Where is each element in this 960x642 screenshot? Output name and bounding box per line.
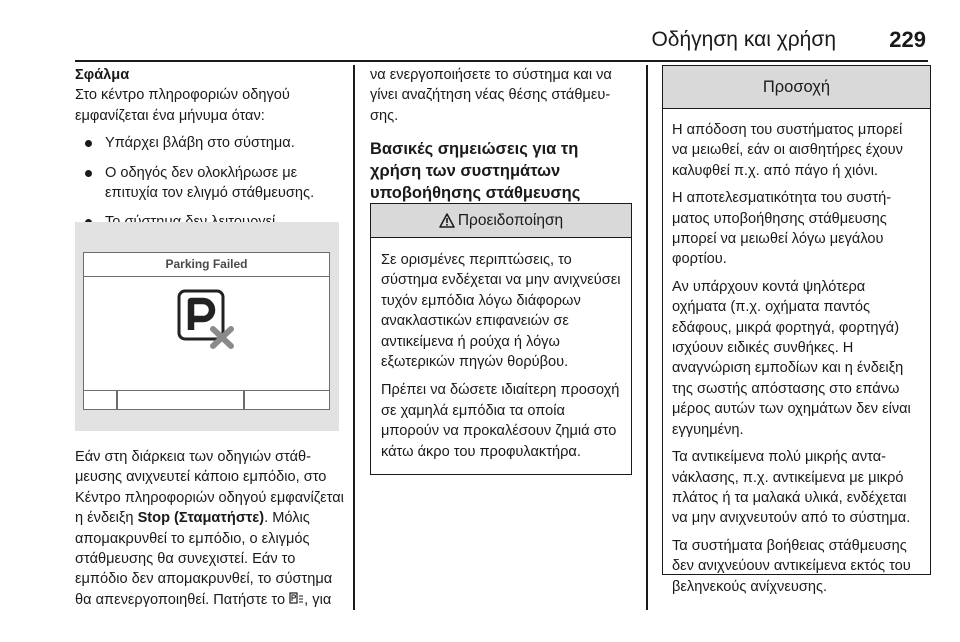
- column-divider: [646, 65, 648, 610]
- warning-triangle-icon: [439, 213, 455, 228]
- parking-button-icon: [289, 592, 304, 606]
- stop-label: Stop (Σταματήστε): [137, 510, 265, 527]
- parking-failed-figure: [75, 222, 339, 431]
- fault-heading: Σφάλμα: [75, 67, 130, 83]
- parking-failed-icon: [177, 289, 235, 349]
- driver-info-screen: [83, 252, 330, 410]
- cell-divider: [116, 391, 118, 409]
- continued-text: να ενεργοποιήσετε το σύστημα και να γίνει αναζήτηση νέας θέσης στάθμευσης.: [370, 67, 612, 124]
- page-header: [75, 26, 928, 54]
- caution-paragraph: Η απόδοση του συστήματος μπορεί να μειωθεί, εάν οι αισθητήρες έχουν καλυφθεί π.χ. από πάγο ή χιόνι.: [672, 122, 903, 179]
- cell-divider: [243, 391, 245, 409]
- caution-paragraph: Αν υπάρχουν κοντά ψηλότερα οχήματα (π.χ. οχήματα παντός εδάφους, μικρά φορτηγά, φορτηγά) ισχύουν ειδικές συνθήκες. Η αναγνώριση εμποδίων και η ένδειξη της σωστής απόστασης στο επάνω μέρος αυτών των οχημάτων δεν είναι εγγυημένη.: [672, 278, 911, 438]
- fault-intro: Στο κέντρο πληροφοριών οδηγού εμφανίζεται ένα μήνυμα όταν:: [75, 87, 290, 124]
- warning-title: Προειδοποίηση: [457, 211, 564, 229]
- obstacle-paragraph-block: [75, 447, 345, 610]
- list-item: Υπάρχει βλάβη στο σύστημα.: [75, 133, 339, 153]
- warning-body: [371, 238, 631, 462]
- warning-paragraph: Πρέπει να δώσετε ιδιαίτερη προσοχή σε χαμηλά εμπόδια τα οποία μπορούν να προκαλέσουν ζημιά στο κάτω άκρο του προφυλακτήρα.: [381, 382, 620, 460]
- column-2: [370, 65, 632, 204]
- obstacle-paragraph: [75, 447, 345, 610]
- caution-body: [663, 109, 930, 597]
- caution-header: [663, 66, 930, 109]
- paragraph-text: , για: [304, 591, 332, 608]
- paragraph-text: . Μόλις απομακρυνθεί το εμπόδιο, ο ελιγμός στάθμευσης θα συνεχιστεί. Εάν το εμπόδιο δεν απομακρυνθεί, το σύστημα θα απενεργοποιηθεί. Πατήστε το: [75, 510, 333, 608]
- section-heading: Βασικές σημειώσεις για τη χρήση των συστημάτων υποβοήθησης στάθμευσης: [370, 140, 581, 203]
- caution-paragraph: Τα αντικείμενα πολύ μικρής αντανάκλασης, π.χ. αντικείμενα με μικρό πλάτος ή τα μαλακά υλικά, ενδέχεται να μην ανιχνευτούν από το σύστημα.: [672, 449, 911, 527]
- caution-paragraph: Τα συστήματα βοήθειας στάθμευσης δεν ανιχνεύουν αντικείμενα εκτός του βεληνεκούς ανίχνευσης.: [672, 537, 911, 595]
- caution-box: [662, 65, 931, 595]
- caution-title: Προσοχή: [762, 77, 831, 96]
- column-1: [75, 65, 339, 242]
- page-number: 229: [889, 27, 926, 52]
- fault-list: [75, 133, 339, 233]
- caution-paragraph: Η αποτελεσματικότητα του συστήματος υποβοήθησης στάθμευσης μπορεί να μειωθεί λόγω μεγάλου φορτίου.: [672, 190, 892, 268]
- list-item: Ο οδηγός δεν ολοκλήρωσε με επιτυχία τον ελιγμό στάθμευσης.: [75, 163, 339, 204]
- screen-title-row: [84, 253, 329, 277]
- column-divider: [353, 65, 355, 610]
- warning-header: [371, 204, 631, 238]
- header-rule: [75, 60, 928, 62]
- screen-title: Parking Failed: [165, 257, 248, 271]
- section-title: Οδήγηση και χρήση: [651, 28, 836, 51]
- warning-box: [370, 203, 632, 475]
- screen-bottom-row: [84, 390, 329, 409]
- paragraph-text: Εάν στη διάρκεια των οδηγιών στάθμευσης ανιχνευτεί κάποιο εμπόδιο, στο Κέντρο πληροφοριών οδηγού εμφανίζεται η ένδειξη: [75, 449, 344, 527]
- warning-paragraph: Σε ορισμένες περιπτώσεις, το σύστημα ενδέχεται να μην ανιχνεύσει τυχόν εμπόδια λόγω διάφορων ανακλαστικών επιφανειών σε αντικείμενα ή ρούχα ή λόγω εξωτερικών πηγών θορύβου.: [381, 252, 621, 371]
